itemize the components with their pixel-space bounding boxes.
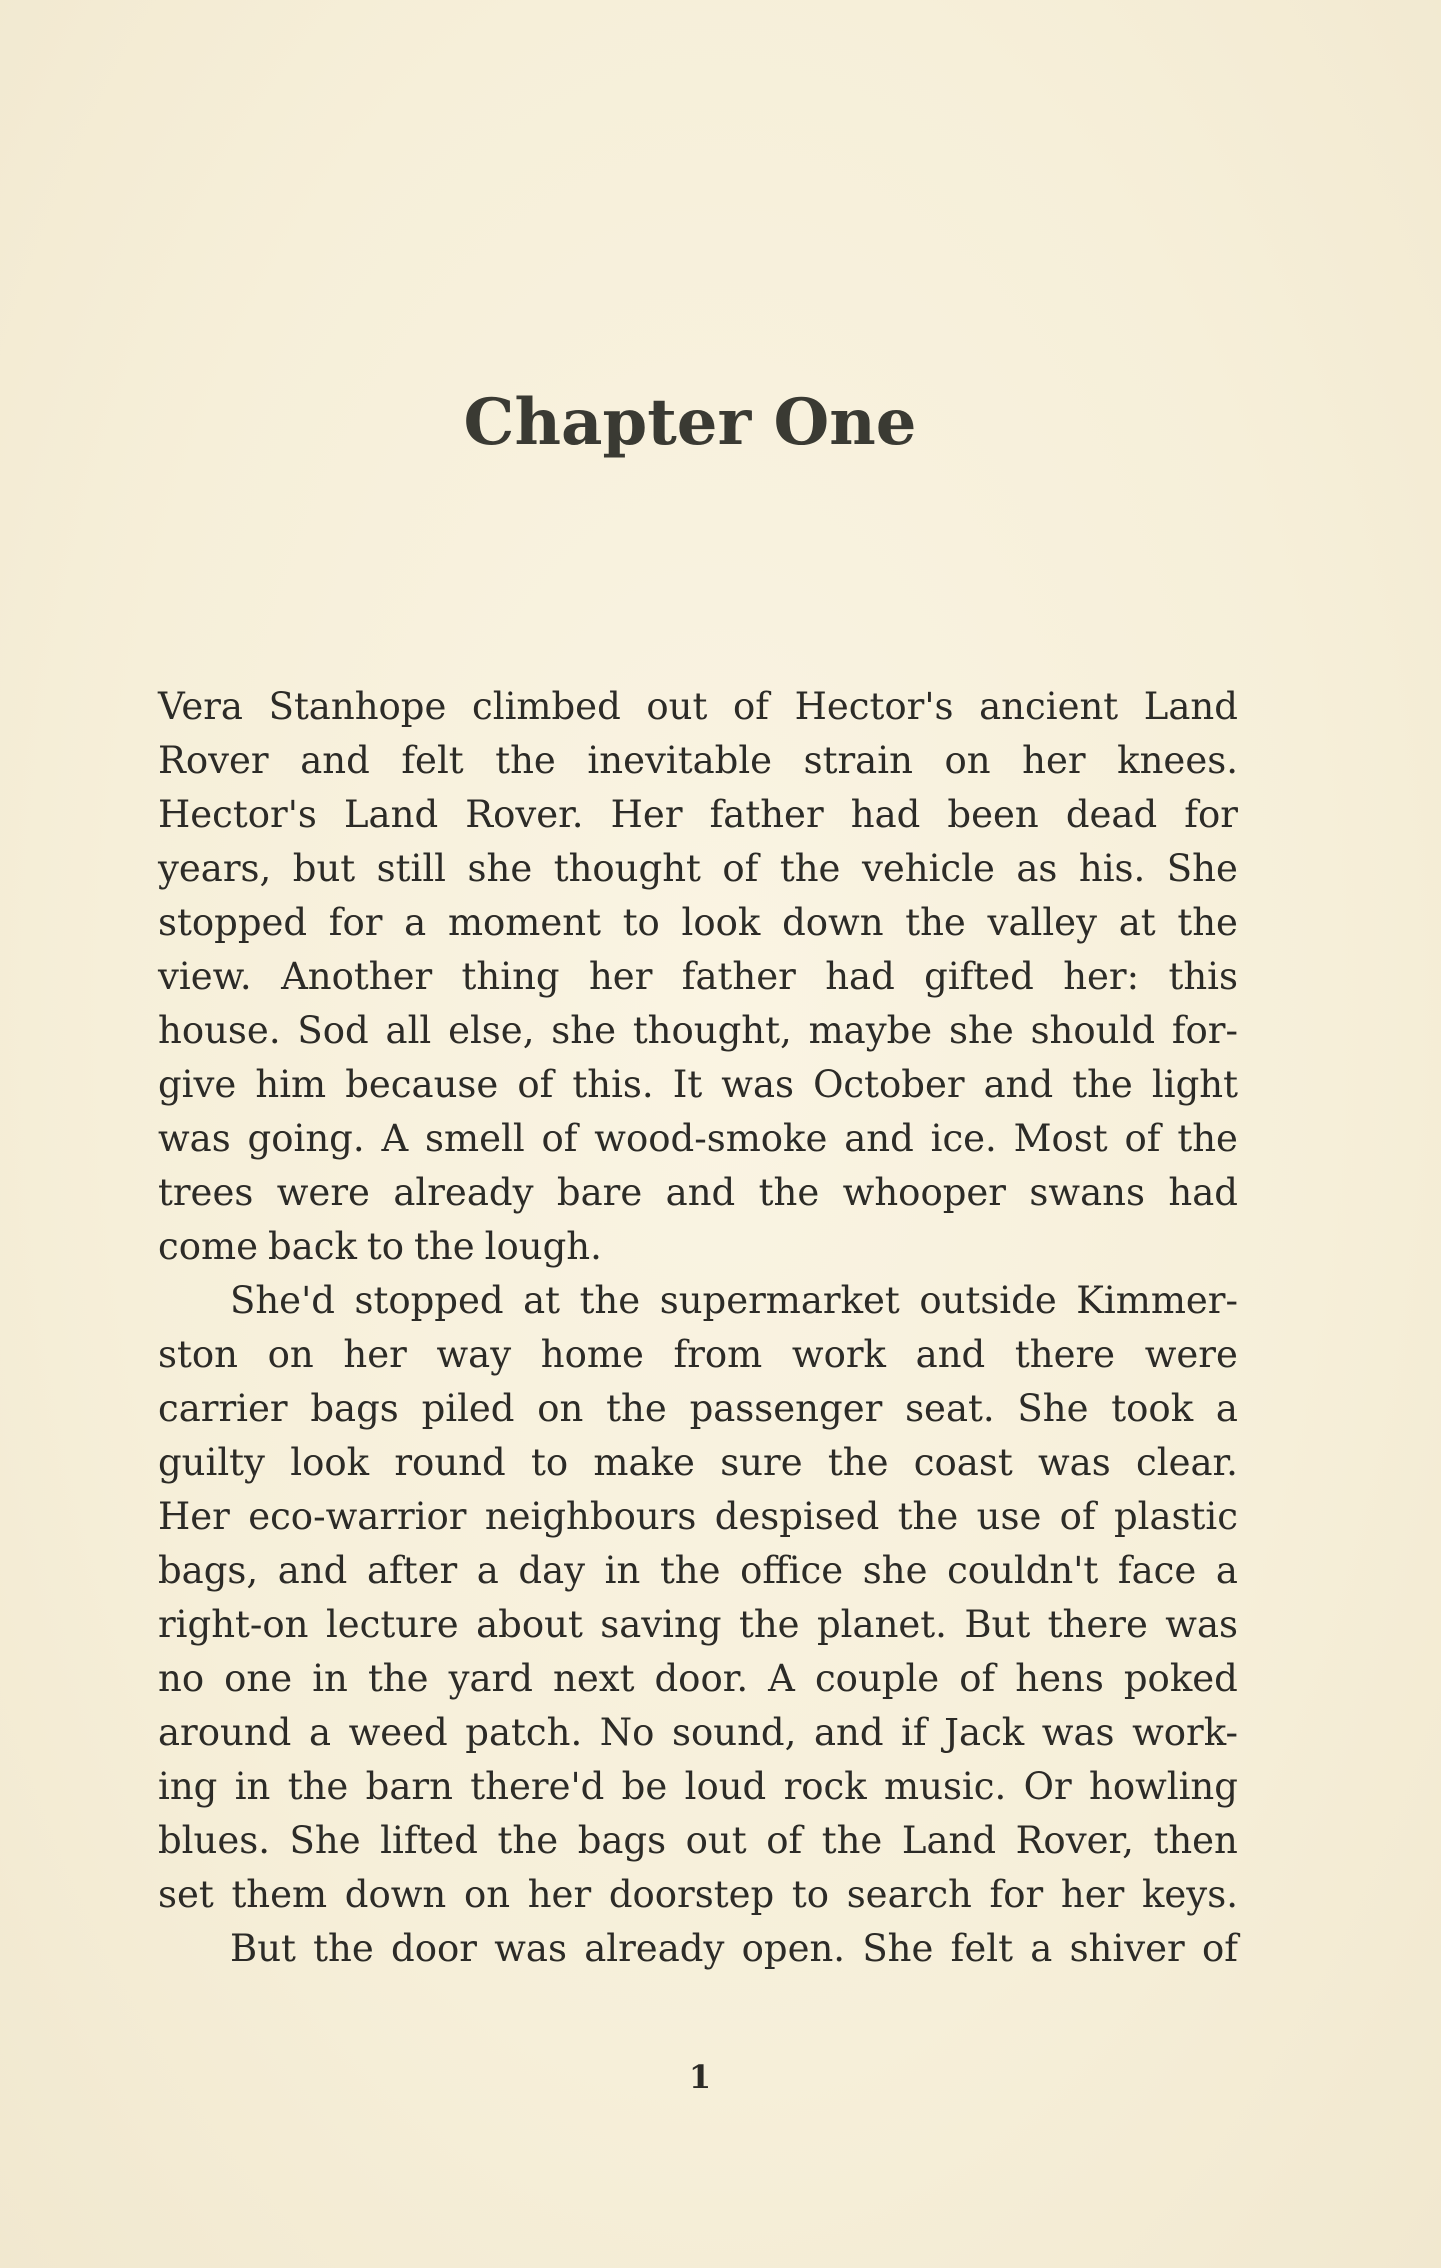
text-line: ing in the barn there'd be loud rock music. Or howling bbox=[158, 1765, 1238, 1808]
text-line: years, but still she thought of the vehicle as his. She bbox=[158, 847, 1238, 890]
text-line: around a weed patch. No sound, and if Jack was work- bbox=[158, 1711, 1238, 1754]
text-line: Hector's Land Rover. Her father had been dead for bbox=[158, 793, 1238, 836]
text-line: carrier bags piled on the passenger seat. She took a bbox=[158, 1387, 1238, 1430]
text-line: Rover and felt the inevitable strain on her knees. bbox=[158, 739, 1238, 782]
text-line: trees were already bare and the whooper swans had bbox=[158, 1171, 1238, 1214]
text-line: right-on lecture about saving the planet. But there was bbox=[158, 1603, 1238, 1646]
text-line: no one in the yard next door. A couple of hens poked bbox=[158, 1657, 1238, 1700]
text-line: set them down on her doorstep to search for her keys. bbox=[158, 1873, 1238, 1916]
text-line: But the door was already open. She felt a shiver of bbox=[230, 1927, 1238, 1970]
text-line: bags, and after a day in the office she couldn't face a bbox=[158, 1549, 1238, 1592]
text-line: blues. She lifted the bags out of the Land Rover, then bbox=[158, 1819, 1238, 1862]
page-number: 1 bbox=[688, 2058, 712, 2096]
text-line: was going. A smell of wood-smoke and ice. Most of the bbox=[158, 1117, 1238, 1160]
text-line: view. Another thing her father had gifted her: this bbox=[158, 955, 1238, 998]
text-line: She'd stopped at the supermarket outside Kimmer- bbox=[230, 1279, 1238, 1322]
text-line: Her eco-warrior neighbours despised the use of plastic bbox=[158, 1495, 1238, 1538]
text-line: give him because of this. It was October and the light bbox=[158, 1063, 1238, 1106]
chapter-title: Chapter One bbox=[463, 385, 917, 460]
text-line: stopped for a moment to look down the valley at the bbox=[158, 901, 1238, 944]
text-line: guilty look round to make sure the coast was clear. bbox=[158, 1441, 1238, 1484]
text-line: ston on her way home from work and there were bbox=[158, 1333, 1238, 1376]
body-text bbox=[158, 680, 1238, 1976]
text-line: come back to the lough. bbox=[158, 1225, 602, 1268]
text-line: Vera Stanhope climbed out of Hector's ancient Land bbox=[158, 685, 1238, 728]
text-line: house. Sod all else, she thought, maybe she should for- bbox=[158, 1009, 1238, 1052]
